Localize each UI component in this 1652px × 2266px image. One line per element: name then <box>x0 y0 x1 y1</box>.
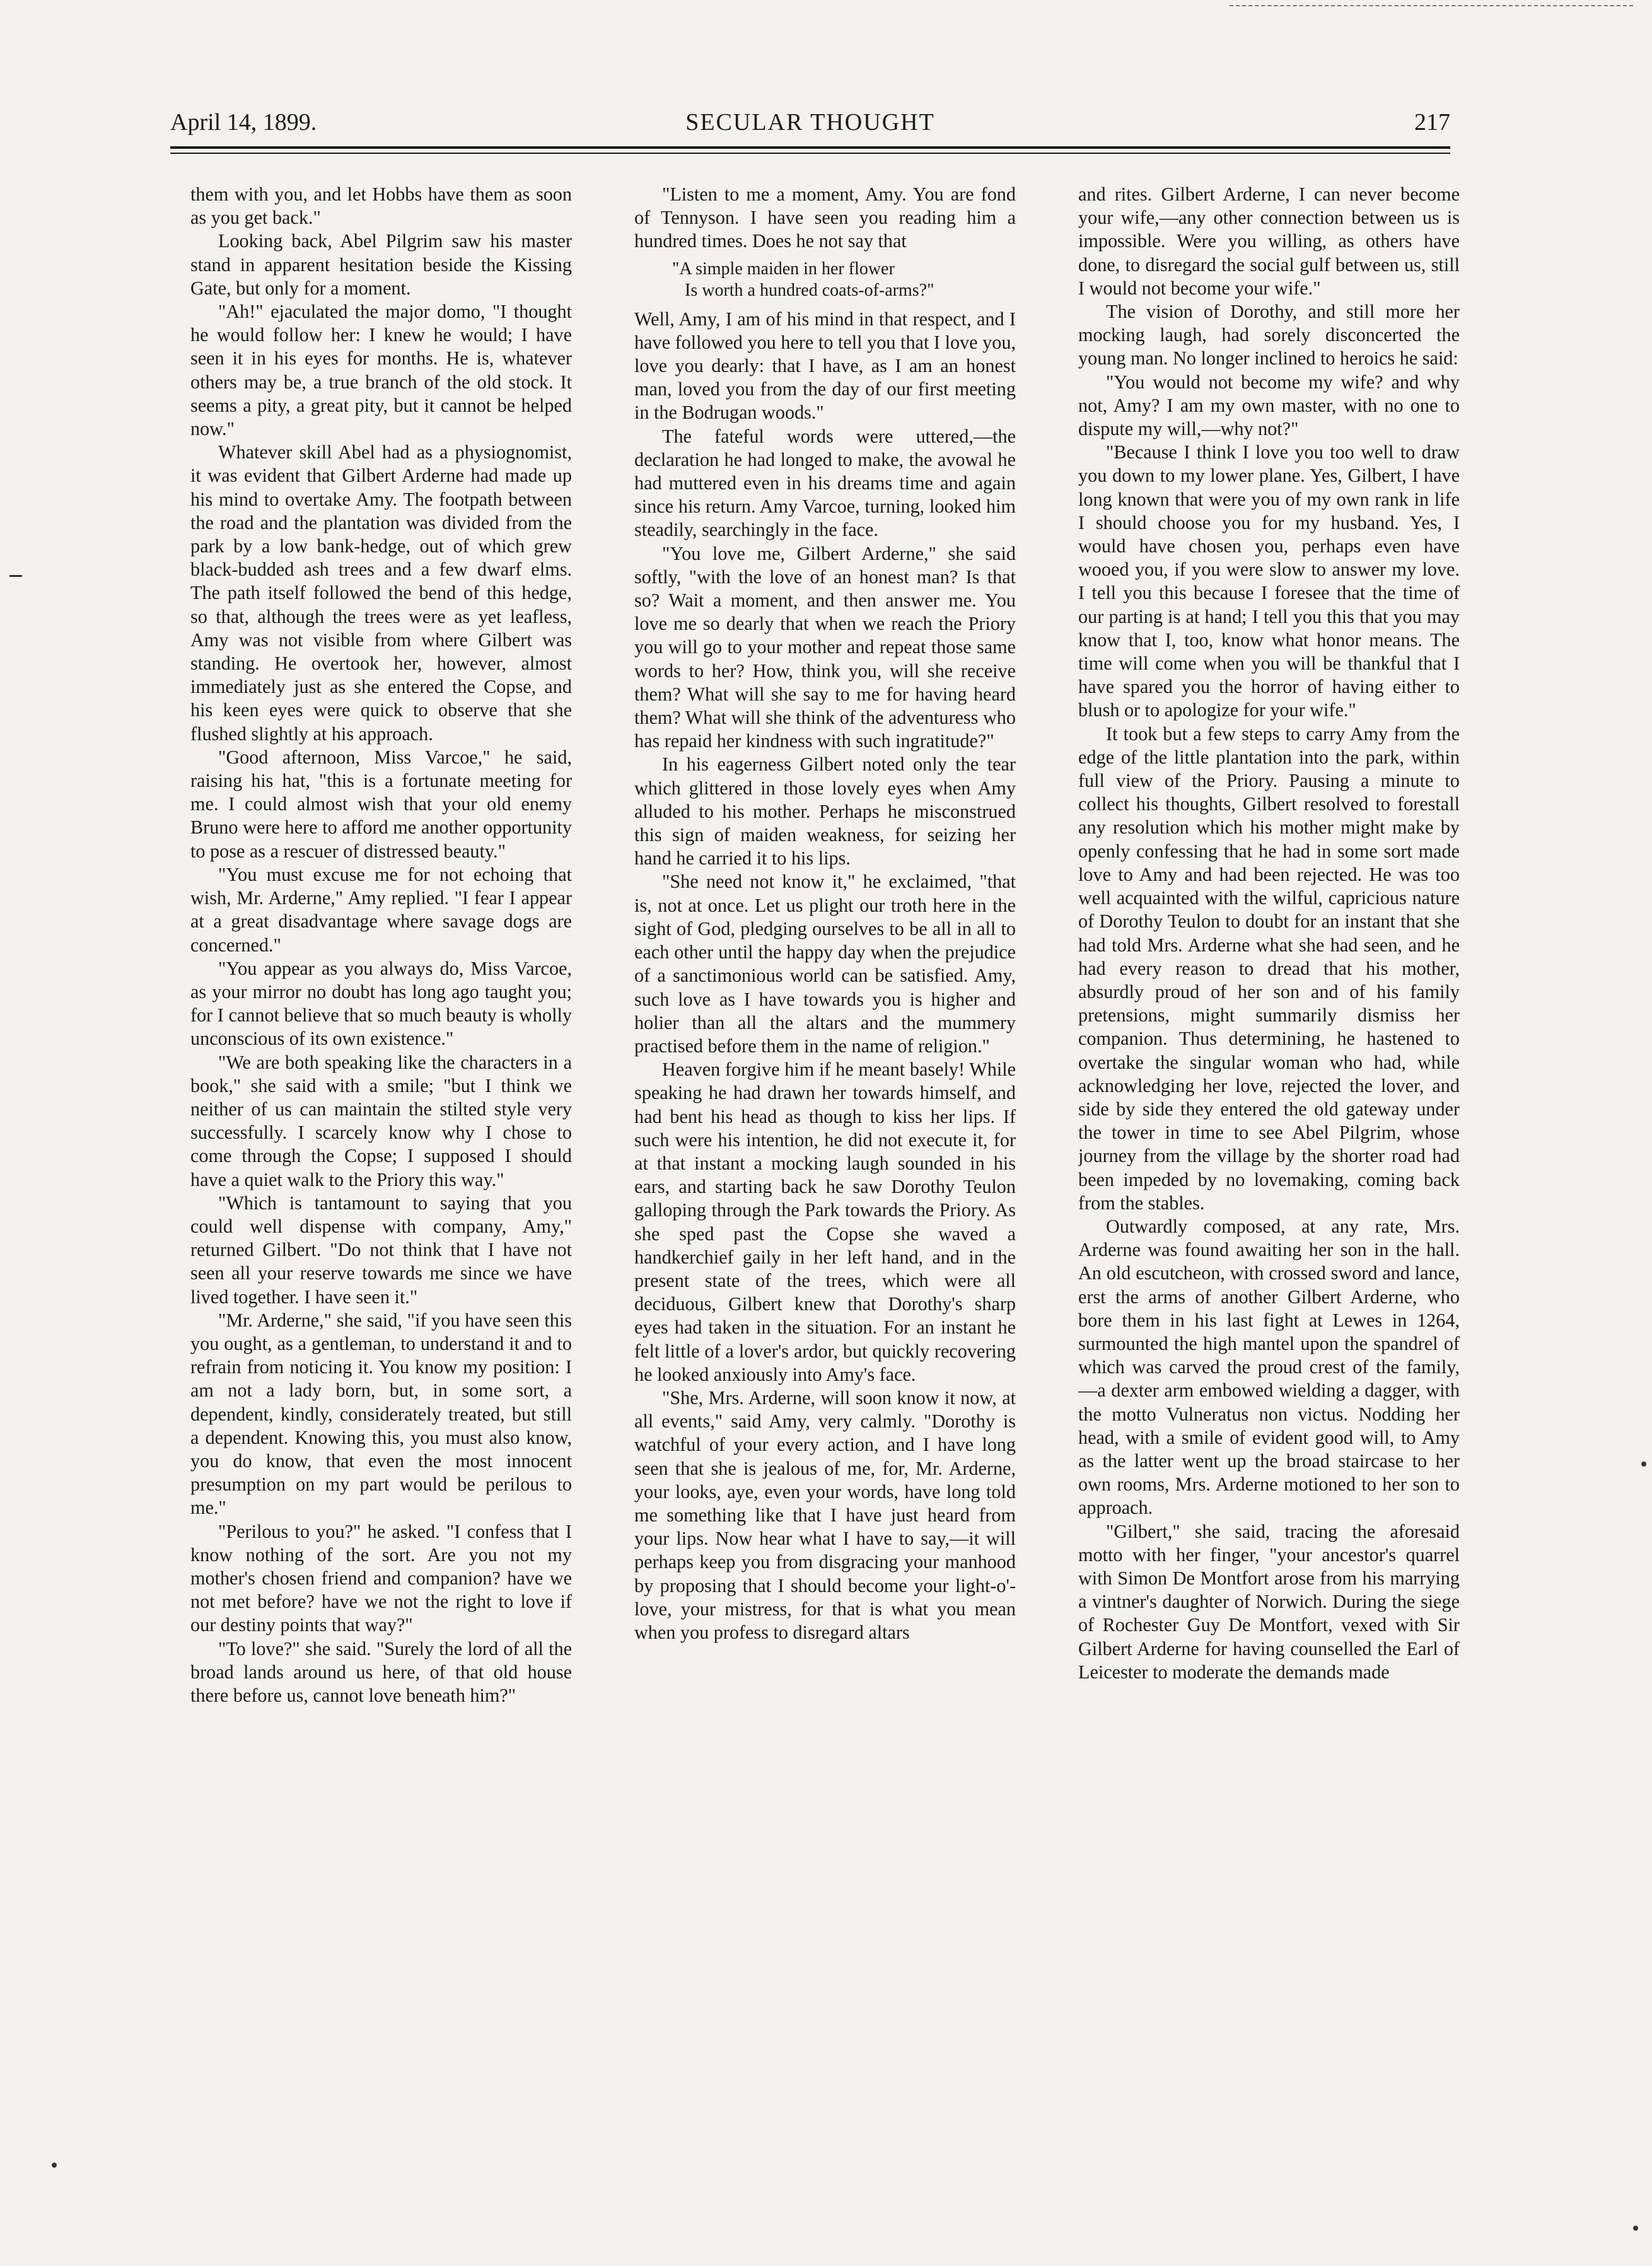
paragraph: "You must excuse me for not echoing that wish, Mr. Arderne," Amy replied. "I fear I appear at a great disadvantage where savage dogs are concerned." <box>190 863 572 956</box>
paragraph: Heaven forgive him if he meant basely! While speaking he had drawn her towards himself, and had bent his head as though to kiss her lips. If such were his intention, he did not execute it, for at that instant a mocking laugh sounded in his ears, and starting back he saw Dorothy Teulon galloping through the Park towards the Priory. As she sped past the Copse she waved a handkerchief gaily in her left hand, and in the present state of the trees, which were all deciduous, Gilbert knew that Dorothy's sharp eyes had taken in the situation. For an instant he felt little of a lover's ardor, but quickly recovering he looked anxiously into Amy's face. <box>634 1059 1016 1385</box>
scan-edge-dashes <box>1230 5 1633 6</box>
paragraph: "Perilous to you?" he asked. "I confess that I know nothing of the sort. Are you not my mother's chosen friend and companion? have we not met before? have we not the right to love if our destiny points that way?" <box>190 1520 572 1636</box>
column-3 <box>1078 183 1460 2219</box>
scan-speck <box>1633 2226 1638 2231</box>
paragraph: "Ah!" ejaculated the major domo, "I thought he would follow her: I knew he would; I have seen it in his eyes for months. He is, whatever others may be, a true branch of the old stock. It seems a pity, a great pity, but it cannot be helped now." <box>190 301 572 440</box>
paragraph: Outwardly composed, at any rate, Mrs. Arderne was found awaiting her son in the hall. An old escutcheon, with crossed sword and lance, erst the arms of another Gilbert Arderne, who bore them in his last fight at Lewes in 1264, surmounted the high mantel upon the spandrel of which was carved the proud crest of the family, —a dexter arm embowed wielding a dagger, with the motto Vulneratus non victus. Nodding her head, with a smile of evident good will, to Amy as the latter went up the broad staircase to her own rooms, Mrs. Arderne motioned to her son to approach. <box>1078 1215 1460 1519</box>
paragraph: Whatever skill Abel had as a physiognomist, it was evident that Gilbert Arderne had made up his mind to overtake Amy. The footpath between the road and the plantation was divided from the park by a low bank-hedge, out of which grew black-budded ash trees and a few dwarf elms. The path itself followed the bend of this hedge, so that, although the trees were as yet leafless, Amy was not visible from where Gilbert was standing. He overtook her, however, almost immediately just as she entered the Copse, and his keen eyes were quick to observe that she flushed slightly at his approach. <box>190 441 572 745</box>
column-2 <box>634 183 1016 2219</box>
paragraph: "To love?" she said. "Surely the lord of all the broad lands around us here, of that old house there before us, cannot love beneath him?" <box>190 1637 572 1706</box>
issue-date: April 14, 1899. <box>170 109 317 136</box>
paragraph: "Because I think I love you too well to draw you down to my lower plane. Yes, Gilbert, I have long known that were you of my own rank in life I should choose you for my husband. Yes, I would have chosen you, perhaps even have wooed you, if you were slow to answer my love. I tell you this because I foresee that the time of our parting is at hand; I tell you this that you may know that I, too, know what honor means. The time will come when you will be thankful that I have spared you the horror of having either to blush or to apologize for your wife." <box>1078 441 1460 721</box>
page-number: 217 <box>1414 109 1450 136</box>
paragraph: "Mr. Arderne," she said, "if you have seen this you ought, as a gentleman, to understand it and to refrain from noticing it. You know my position: I am not a lady born, but, in some sort, a dependent, kindly, considerately treated, but still a dependent. Knowing this, you must also know, you do know, that even the most innocent presumption on my part would be perilous to me." <box>190 1309 572 1519</box>
page-header <box>170 107 1450 145</box>
scan-speck <box>1641 1461 1646 1467</box>
publication-title: SECULAR THOUGHT <box>685 109 935 136</box>
paragraph: Looking back, Abel Pilgrim saw his master stand in apparent hesitation beside the Kissing Gate, but only for a moment. <box>190 230 572 299</box>
verse-line: "A simple maiden in her flower <box>672 259 895 279</box>
paragraph: "You appear as you always do, Miss Varcoe, as your mirror no doubt has long ago taught you; for I cannot believe that so much beauty is wholly unconscious of its own existence." <box>190 957 572 1050</box>
paragraph: The vision of Dorothy, and still more her mocking laugh, had sorely disconcerted the young man. No longer inclined to heroics he said: <box>1078 301 1460 369</box>
paragraph: "Good afternoon, Miss Varcoe," he said, raising his hat, "this is a fortunate meeting for me. I could almost wish that your old enemy Bruno were here to afford me another opportunity to pose as a rescuer of distressed beauty." <box>190 746 572 862</box>
header-rule-thin <box>170 153 1450 154</box>
paragraph: and rites. Gilbert Arderne, I can never become your wife,—any other connection between us is impossible. Were you willing, as others have done, to disregard the social gulf between us, still I would not become your wife." <box>1078 183 1460 299</box>
paragraph: "She need not know it," he exclaimed, "that is, not at once. Let us plight our troth here in the sight of God, pledging ourselves to be all in all to each other until the happy day when the prejudice of a sanctimonious world can be satisfied. Amy, such love as I have towards you is higher and holier than all the altars and the mummery practised before them in the name of religion." <box>634 871 1016 1057</box>
paragraph: Well, Amy, I am of his mind in that respect, and I have followed you here to tell you that I love you, love you dearly: that I have, as I am an honest man, loved you from the day of our first meeting in the Bodrugan woods." <box>634 308 1016 424</box>
paragraph: It took but a few steps to carry Amy from the edge of the little plantation into the park, within full view of the Priory. Pausing a minute to collect his thoughts, Gilbert resolved to forestall any resolution which his mother might make by openly confessing that he had in some sort made love to Amy and had been rejected. He was too well acquainted with the wilful, capricious nature of Dorothy Teulon to doubt for an instant that she had told Mrs. Arderne what she had seen, and he had every reason to dread that his mother, absurdly proud of her son and of his family pretensions, might summarily dismiss her companion. Thus determining, he hastened to overtake the singular woman who had, while acknowledging her love, rejected the lover, and side by side they entered the old gateway under the tower in time to see Abel Pilgrim, whose journey from the village by the shorter road had been impeded by no lovemaking, coming back from the stables. <box>1078 723 1460 1214</box>
verse-quote <box>634 259 1016 301</box>
paragraph: "Listen to me a moment, Amy. You are fond of Tennyson. I have seen you reading him a hundred times. Does he not say that <box>634 183 1016 252</box>
paragraph: "She, Mrs. Arderne, will soon know it now, at all events," said Amy, very calmly. "Dorothy is watchful of your every action, and I have long seen that she is jealous of me, for, Mr. Arderne, your looks, aye, even your words, have long told me something like that I have just heard from your lips. Now hear what I have to say,—it will perhaps keep you from disgracing your manhood by proposing that I should become your light-o'-love, your mistress, for that is what you mean when you profess to disregard altars <box>634 1386 1016 1643</box>
column-1 <box>190 183 572 2219</box>
paragraph: "You would not become my wife? and why not, Amy? I am my own master, with no one to dispute my will,—why not?" <box>1078 371 1460 440</box>
margin-mark <box>9 575 22 577</box>
paragraph: them with you, and let Hobbs have them as soon as you get back." <box>190 183 572 229</box>
verse-line: Is worth a hundred coats-of-arms?" <box>685 280 934 300</box>
paragraph: "Gilbert," she said, tracing the aforesaid motto with her finger, "your ancestor's quarrel with Simon De Montfort arose from his marrying a vintner's daughter of Norwich. During the siege of Rochester Guy De Montfort, vexed with Sir Gilbert Arderne for having counselled the Earl of Leicester to moderate the demands made <box>1078 1520 1460 1683</box>
paragraph: "Which is tantamount to saying that you could well dispense with company, Amy," returned Gilbert. "Do not think that I have not seen all your reserve towards me since we have lived together. I have seen it." <box>190 1192 572 1308</box>
header-rule-thick <box>170 146 1450 149</box>
paragraph: In his eagerness Gilbert noted only the tear which glittered in those lovely eyes when Amy alluded to his mother. Perhaps he misconstrued this sign of maiden weakness, for seizing her hand he carried it to his lips. <box>634 753 1016 869</box>
scan-speck <box>52 2163 57 2168</box>
paragraph: The fateful words were uttered,—the declaration he had longed to make, the avowal he had muttered even in his dreams time and again since his return. Amy Varcoe, turning, looked him steadily, searchingly in the face. <box>634 425 1016 541</box>
paragraph: "We are both speaking like the characters in a book," she said with a smile; "but I think we neither of us can maintain the stilted style very successfully. I scarcely know why I chose to come through the Copse; I supposed I should have a quiet walk to the Priory this way." <box>190 1051 572 1190</box>
paragraph: "You love me, Gilbert Arderne," she said softly, "with the love of an honest man? Is that so? Wait a moment, and then answer me. You love me so dearly that when we reach the Priory you will go to your mother and repeat those same words to her? How, think you, will she receive them? What will she say to me for having heard them? What will she think of the adventuress who has repaid her kindness with such ingratitude?" <box>634 542 1016 752</box>
